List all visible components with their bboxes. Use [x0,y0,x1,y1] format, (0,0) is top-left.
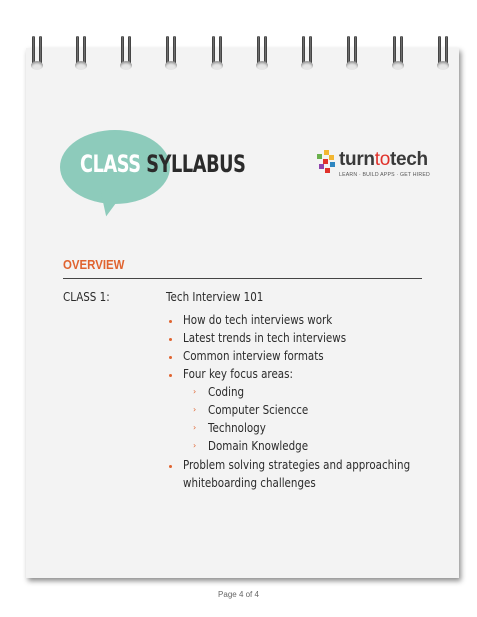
spiral-ring-icon [30,36,44,70]
logo-tagline: LEARN · BUILD APPS · GET HIRED [339,172,430,178]
logo-wordmark [339,149,428,171]
logo-word-to: to [374,149,390,170]
spiral-ring-icon [300,36,314,70]
spiral-ring-icon [255,36,269,70]
page-title [80,150,245,178]
bullet-dot [169,374,172,377]
logo-word-turn: turn [339,149,375,170]
page-number: Page 4 of 4 [218,590,259,599]
bullet-dot [169,356,172,359]
section-divider [63,278,422,279]
bullet-dot [169,338,172,341]
list-item: Four key focus areas: [183,367,293,381]
spiral-ring-icon [74,36,88,70]
chevron-right-icon: › [193,387,197,396]
title-word-syllabus: SYLLABUS [146,150,246,178]
chevron-right-icon: › [193,423,197,432]
pixel-logo-icon [317,150,337,174]
spiral-ring-icon [164,36,178,70]
sub-list-item: Technology [208,421,266,435]
sub-list-item: Coding [208,385,245,399]
chevron-right-icon: › [193,405,197,414]
title-word-class: CLASS [80,150,141,178]
logo-word-tech: tech [389,149,428,170]
class-label: CLASS 1: [63,290,110,304]
bullet-dot [169,320,172,323]
list-item-continuation: whiteboarding challenges [183,476,316,490]
turntotech-logo [317,150,457,190]
sub-list-item: Computer Sciencce [208,403,309,417]
list-item: Common interview formats [183,349,324,363]
spiral-ring-icon [391,36,405,70]
bullet-dot [169,465,172,468]
list-item: How do tech interviews work [183,313,333,327]
spiral-ring-icon [436,36,450,70]
spiral-ring-icon [345,36,359,70]
spiral-binding [0,0,477,90]
chevron-right-icon: › [193,441,197,450]
spiral-ring-icon [210,36,224,70]
sub-list-item: Domain Knowledge [208,439,309,453]
section-heading-overview: OVERVIEW [63,257,125,272]
class-title: Tech Interview 101 [166,290,264,304]
list-item: Latest trends in tech interviews [183,331,347,345]
spiral-ring-icon [119,36,133,70]
list-item: Problem solving strategies and approaching [183,458,411,472]
